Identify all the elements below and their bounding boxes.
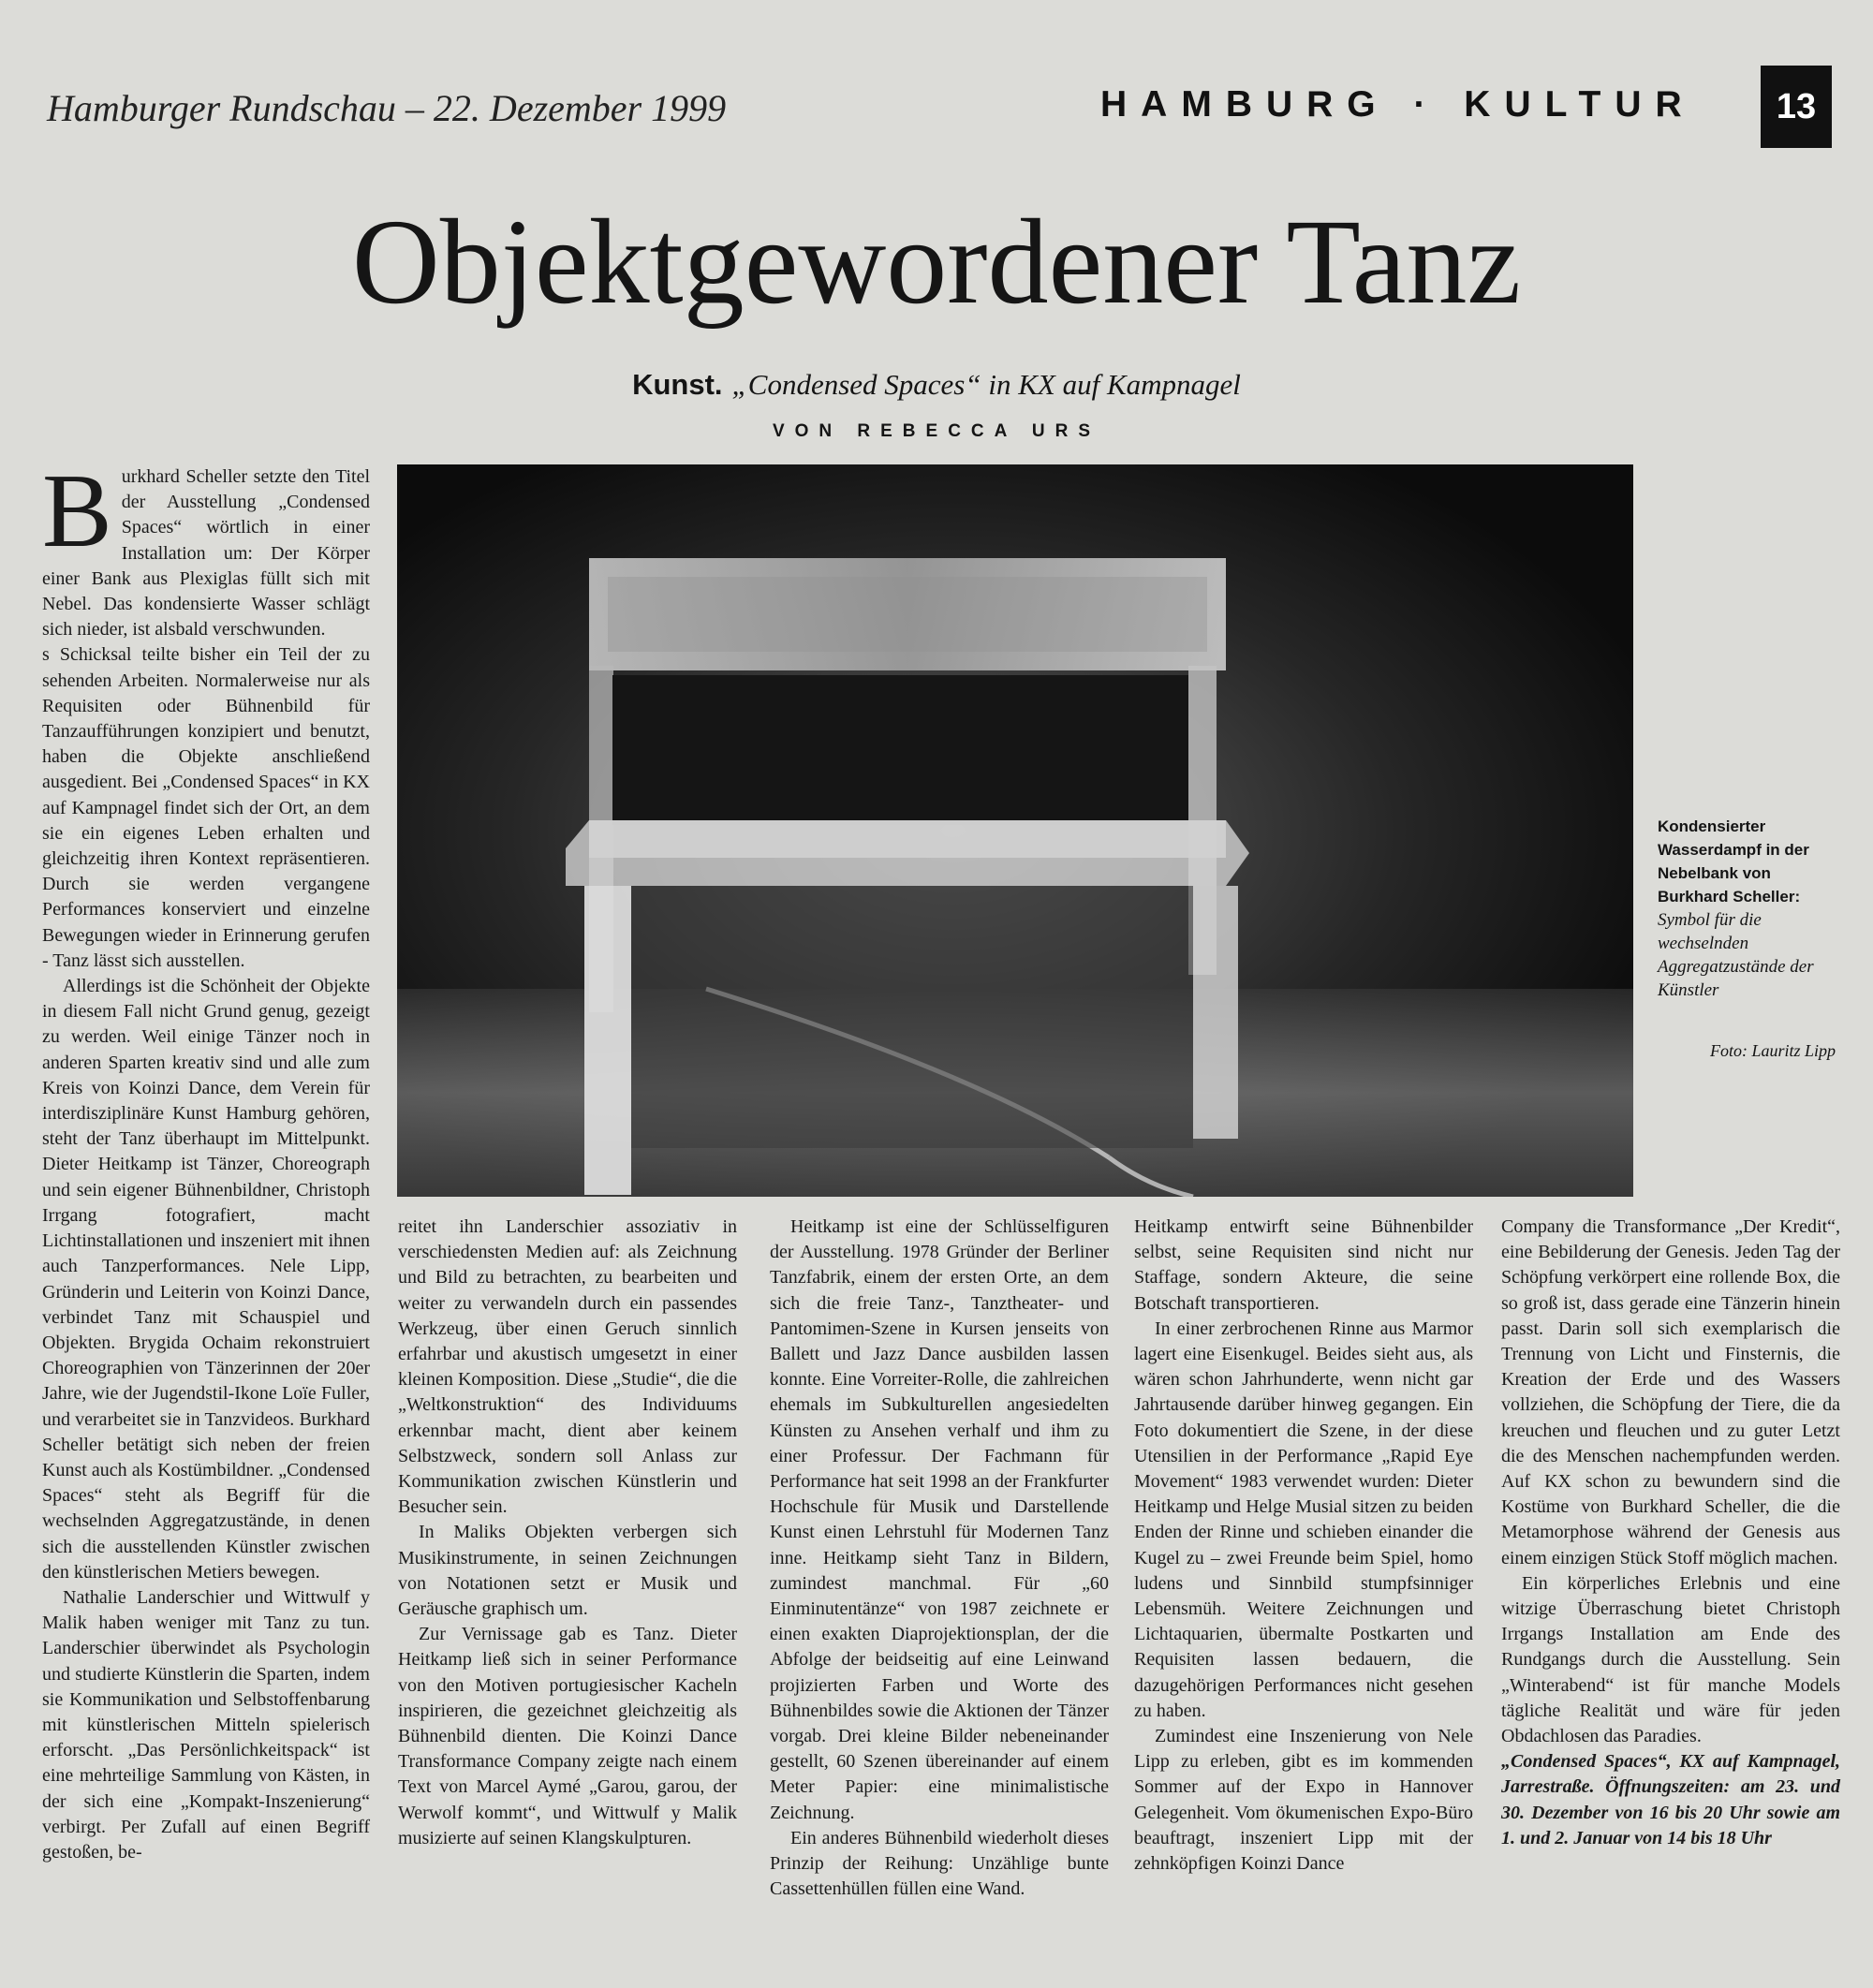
article-photo [397, 464, 1633, 1197]
article-column-1 [42, 453, 370, 1865]
article-column-5 [1501, 1215, 1840, 1851]
caption-italic: Symbol für die wechselnden Aggregatzustände der Künstler [1658, 910, 1814, 1000]
deck: „Condensed Spaces“ in KX auf Kampnagel [731, 368, 1241, 401]
paragraph: reitet ihn Landerschier assoziativ in verschiedensten Medien auf: als Zeichnung und Bild zu betrachten, zu bearbeiten und weiter zu verwandeln durch ein passendes Werkzeug, über einen Geruch sinnlich erfahrbar und akustisch umgesetzt in einer kleinen Komposition. Diese „Studie“, die die „Weltkonstruktion“ des Individuums erkennbar macht, dient aber keinem Selbstzweck, sondern soll Anlass zur Kommunikation zwischen Künstlerin und Besucher sein. [398, 1216, 737, 1518]
paragraph: In Maliks Objekten verbergen sich Musikinstrumente, in seinen Zeichnungen von Notationen setzt er Musik und Geräusche graphisch um. [398, 1522, 737, 1620]
paragraph: Zur Vernissage gab es Tanz. Dieter Heitkamp ließ sich in seiner Performance von den Motiven portugiesischer Kacheln inspirieren, die gezeichnet gleichzeitig als Bühnenbild dienten. Die Koinzi Dance Transformance Company zeigte nach einem Text von Marcel Aymé „Garou, garou, der Werwolf kommt“, und Wittwulf y Malik musizierte auf seinen Klangskulpturen. [398, 1624, 737, 1848]
section-label: HAMBURG · KULTUR [1100, 84, 1696, 125]
byline: VON REBECCA URS [772, 421, 1101, 441]
paragraph: Ein körperliches Erlebnis und eine witzige Überraschung bietet Christoph Irrgangs Installation am Ende des Rundgangs durch die Ausstellung. Sein „Winterabend“ ist für manche Models tägliche Realität und wäre für jeden Obdachlosen das Paradies. [1501, 1572, 1840, 1747]
paragraph: Company die Transformance „Der Kredit“, eine Bebilderung der Genesis. Jeden Tag der Schöpfung verkörpert eine rollende Box, die so groß ist, dass gerade eine Tänzerin hinein passt. Darin soll sich exemplarisch die Trennung von Licht und Finsternis, die Kreation der Erde und des Wassers vollziehen, die Schöpfung der Tiere, die da kreuchen und fleuchen und zu guter Letzt die des Menschen nachempfunden werden. Auf KX schon zu bewundern sind die Kostüme von Burkhard Scheller, die die Metamorphose während der Genesis aus einem einzigen Stück Stoff möglich machen. [1501, 1216, 1840, 1568]
paragraph: Heitkamp entwirft seine Bühnenbilder selbst, seine Requisiten sind nicht nur Staffage, sondern Akteure, die seine Botschaft transportieren. [1134, 1216, 1473, 1314]
article-column-3 [770, 1215, 1109, 1902]
paragraph: Nathalie Landerschier und Wittwulf y Malik haben weniger mit Tanz zu tun. Landerschier überwindet als Psychologin und studierte Künstlerin die Sparten, indem sie Kommunikation und Selbstoffenbarung mit künstlerischen Mitteln spielerisch erforscht. „Das Persönlichkeitspack“ ist eine mehrteilige Sammlung von Kästen, in der sich eine „Kompakt-Inszenierung“ verbirgt. Per Zufall auf einen Begriff gestoßen, be- [42, 1586, 370, 1863]
caption-bold: Kondensierter Wasserdampf in der Nebelbank von Burkhard Scheller: [1658, 817, 1809, 906]
newspaper-source-date: Hamburger Rundschau – 22. Dezember 1999 [47, 87, 727, 129]
photo-credit: Foto: Lauritz Lipp [1709, 1041, 1836, 1060]
info-box: „Condensed Spaces“, KX auf Kampnagel, Jarrestraße. Öffnungszeiten: am 23. und 30. Dezember von 16 bis 20 Uhr sowie am 1. und 2. Januar von 14 bis 18 Uhr [1501, 1751, 1840, 1848]
subheadline [0, 368, 1873, 402]
page-number: 13 [1761, 66, 1832, 148]
drop-cap: B [42, 453, 112, 569]
paragraph: Allerdings ist die Schönheit der Objekte in diesem Fall nicht Grund genug, gezeigt zu werden. Weil einige Tänzer noch in anderen Sparten kreativ sind und alle zum Kreis von Koinzi Dance, dem Verein für interdisziplinäre Kunst Hamburg gehören, steht der Tanz überhaupt im Mittelpunkt. Dieter Heitkamp ist Tänzer, Choreograph und sein eigener Bühnenbildner, Christoph Irrgang fotografiert, macht Lichtinstallationen und inszeniert mit ihnen auch Tanzperformances. Nele Lipp, Gründerin und Leiterin von Koinzi Dance, verbindet Tanz mit Schauspiel und Objekten. Brygida Ochaim rekonstruiert Choreographien von Tänzerinnen der 20er Jahre, wie der Jugendstil-Ikone Loïe Fuller, und verarbeitet sie in Tanzvideos. Burkhard Scheller betätigt sich neben der freien Kunst auch als Kostümbildner. „Condensed Spaces“ steht als Begriff für die wechselnden Aggregatzustände, in denen sich die ausstellenden Künstler zwischen den künstlerischen Metiers bewegen. [42, 976, 370, 1583]
kicker: Kunst. [632, 368, 723, 401]
paragraph: Ein anderes Bühnenbild wiederholt dieses Prinzip der Reihung: Unzählige bunte Cassettenhüllen füllen eine Wand. [770, 1827, 1109, 1900]
plexiglass-bench-image [397, 464, 1633, 1197]
paragraph: Burkhard Scheller setzte den Titel der Ausstellung „Condensed Spaces“ wörtlich in einer Installation um: Der Körper einer Bank aus Plexiglas füllt sich mit Nebel. Das kondensierte Wasser schlägt sich nieder, ist alsbald verschwunden. [42, 453, 370, 641]
paragraph: Zumindest eine Inszenierung von Nele Lipp zu erleben, gibt es im kommenden Sommer auf der Expo in Hannover Gelegenheit. Vom ökumenischen Expo-Büro beauftragt, inszeniert Lipp mit der zehnköpfigen Koinzi Dance [1134, 1726, 1473, 1875]
photo-caption [1658, 815, 1845, 1002]
paragraph: In einer zerbrochenen Rinne aus Marmor lagert eine Eisenkugel. Beides sieht aus, als wären schon Jahrhunderte, wenn nicht gar Jahrtausende darüber hinweg gegangen. Ein Foto dokumentiert die Szene, in der diese Utensilien in der Performance „Rapid Eye Movement“ 1983 verwendet wurden: Dieter Heitkamp und Helge Musial sitzen zu beiden Enden der Rinne und schieben einander die Kugel zu – zwei Freunde beim Spiel, homo ludens und Sinnbild stumpfsinniger Lebensmüh. Weitere Zeichnungen und Lichtaquarien, übermalte Postkarten und Requisiten lassen bedauern, die dazugehörigen Performances nicht gesehen zu haben. [1134, 1318, 1473, 1721]
paragraph: Heitkamp ist eine der Schlüsselfiguren der Ausstellung. 1978 Gründer der Berliner Tanzfabrik, einem der ersten Orte, an dem sich die freie Tanz-, Tanztheater- und Pantomimen-Szene in Kursen jenseits von Ballett und Jazz Dance ausbilden lassen konnte. Eine Vorreiter-Rolle, die zahlreichen ehemals im Subkulturellen angesiedelten Künsten zu Ansehen verhalf und ihm zu einer Professur. Der Fachmann für Performance hat seit 1998 an der Frankfurter Hochschule für Musik und Darstellende Kunst einen Lehrstuhl für Modernen Tanz inne. Heitkamp sieht Tanz in Bildern, zumindest manchmal. Für „60 Einminutentänze“ von 1987 zeichnete er einen exakten Diaprojektionsplan, der die Abfolge der beidseitig auf eine Leinwand projizierten Farben und Worte des Bühnenbildes sowie die Aktionen der Tänzer vorgab. Drei kleine Bilder nebeneinander gestellt, 60 Szenen übereinander auf einem Meter Papier: eine minimalistische Zeichnung. [770, 1216, 1109, 1823]
article-column-2 [398, 1215, 737, 1851]
paragraph: s Schicksal teilte bisher ein Teil der zu sehenden Arbeiten. Normalerweise nur als Requisiten oder Bühnenbild für Tanzaufführungen konzipiert und benutzt, haben die Objekte anschließend ausgedient. Bei „Condensed Spaces“ in KX auf Kampnagel findet sich der Ort, an dem sie ein eigenes Leben erhalten und gleichzeitig ihren Kontext repräsentieren. Durch sie werden vergangene Performances konserviert und einzelne Bewegungen wieder in Erinnerung gerufen - Tanz lässt sich ausstellen. [42, 644, 370, 971]
headline: Objektgewordener Tanz [351, 195, 1522, 330]
article-column-4 [1134, 1215, 1473, 1877]
